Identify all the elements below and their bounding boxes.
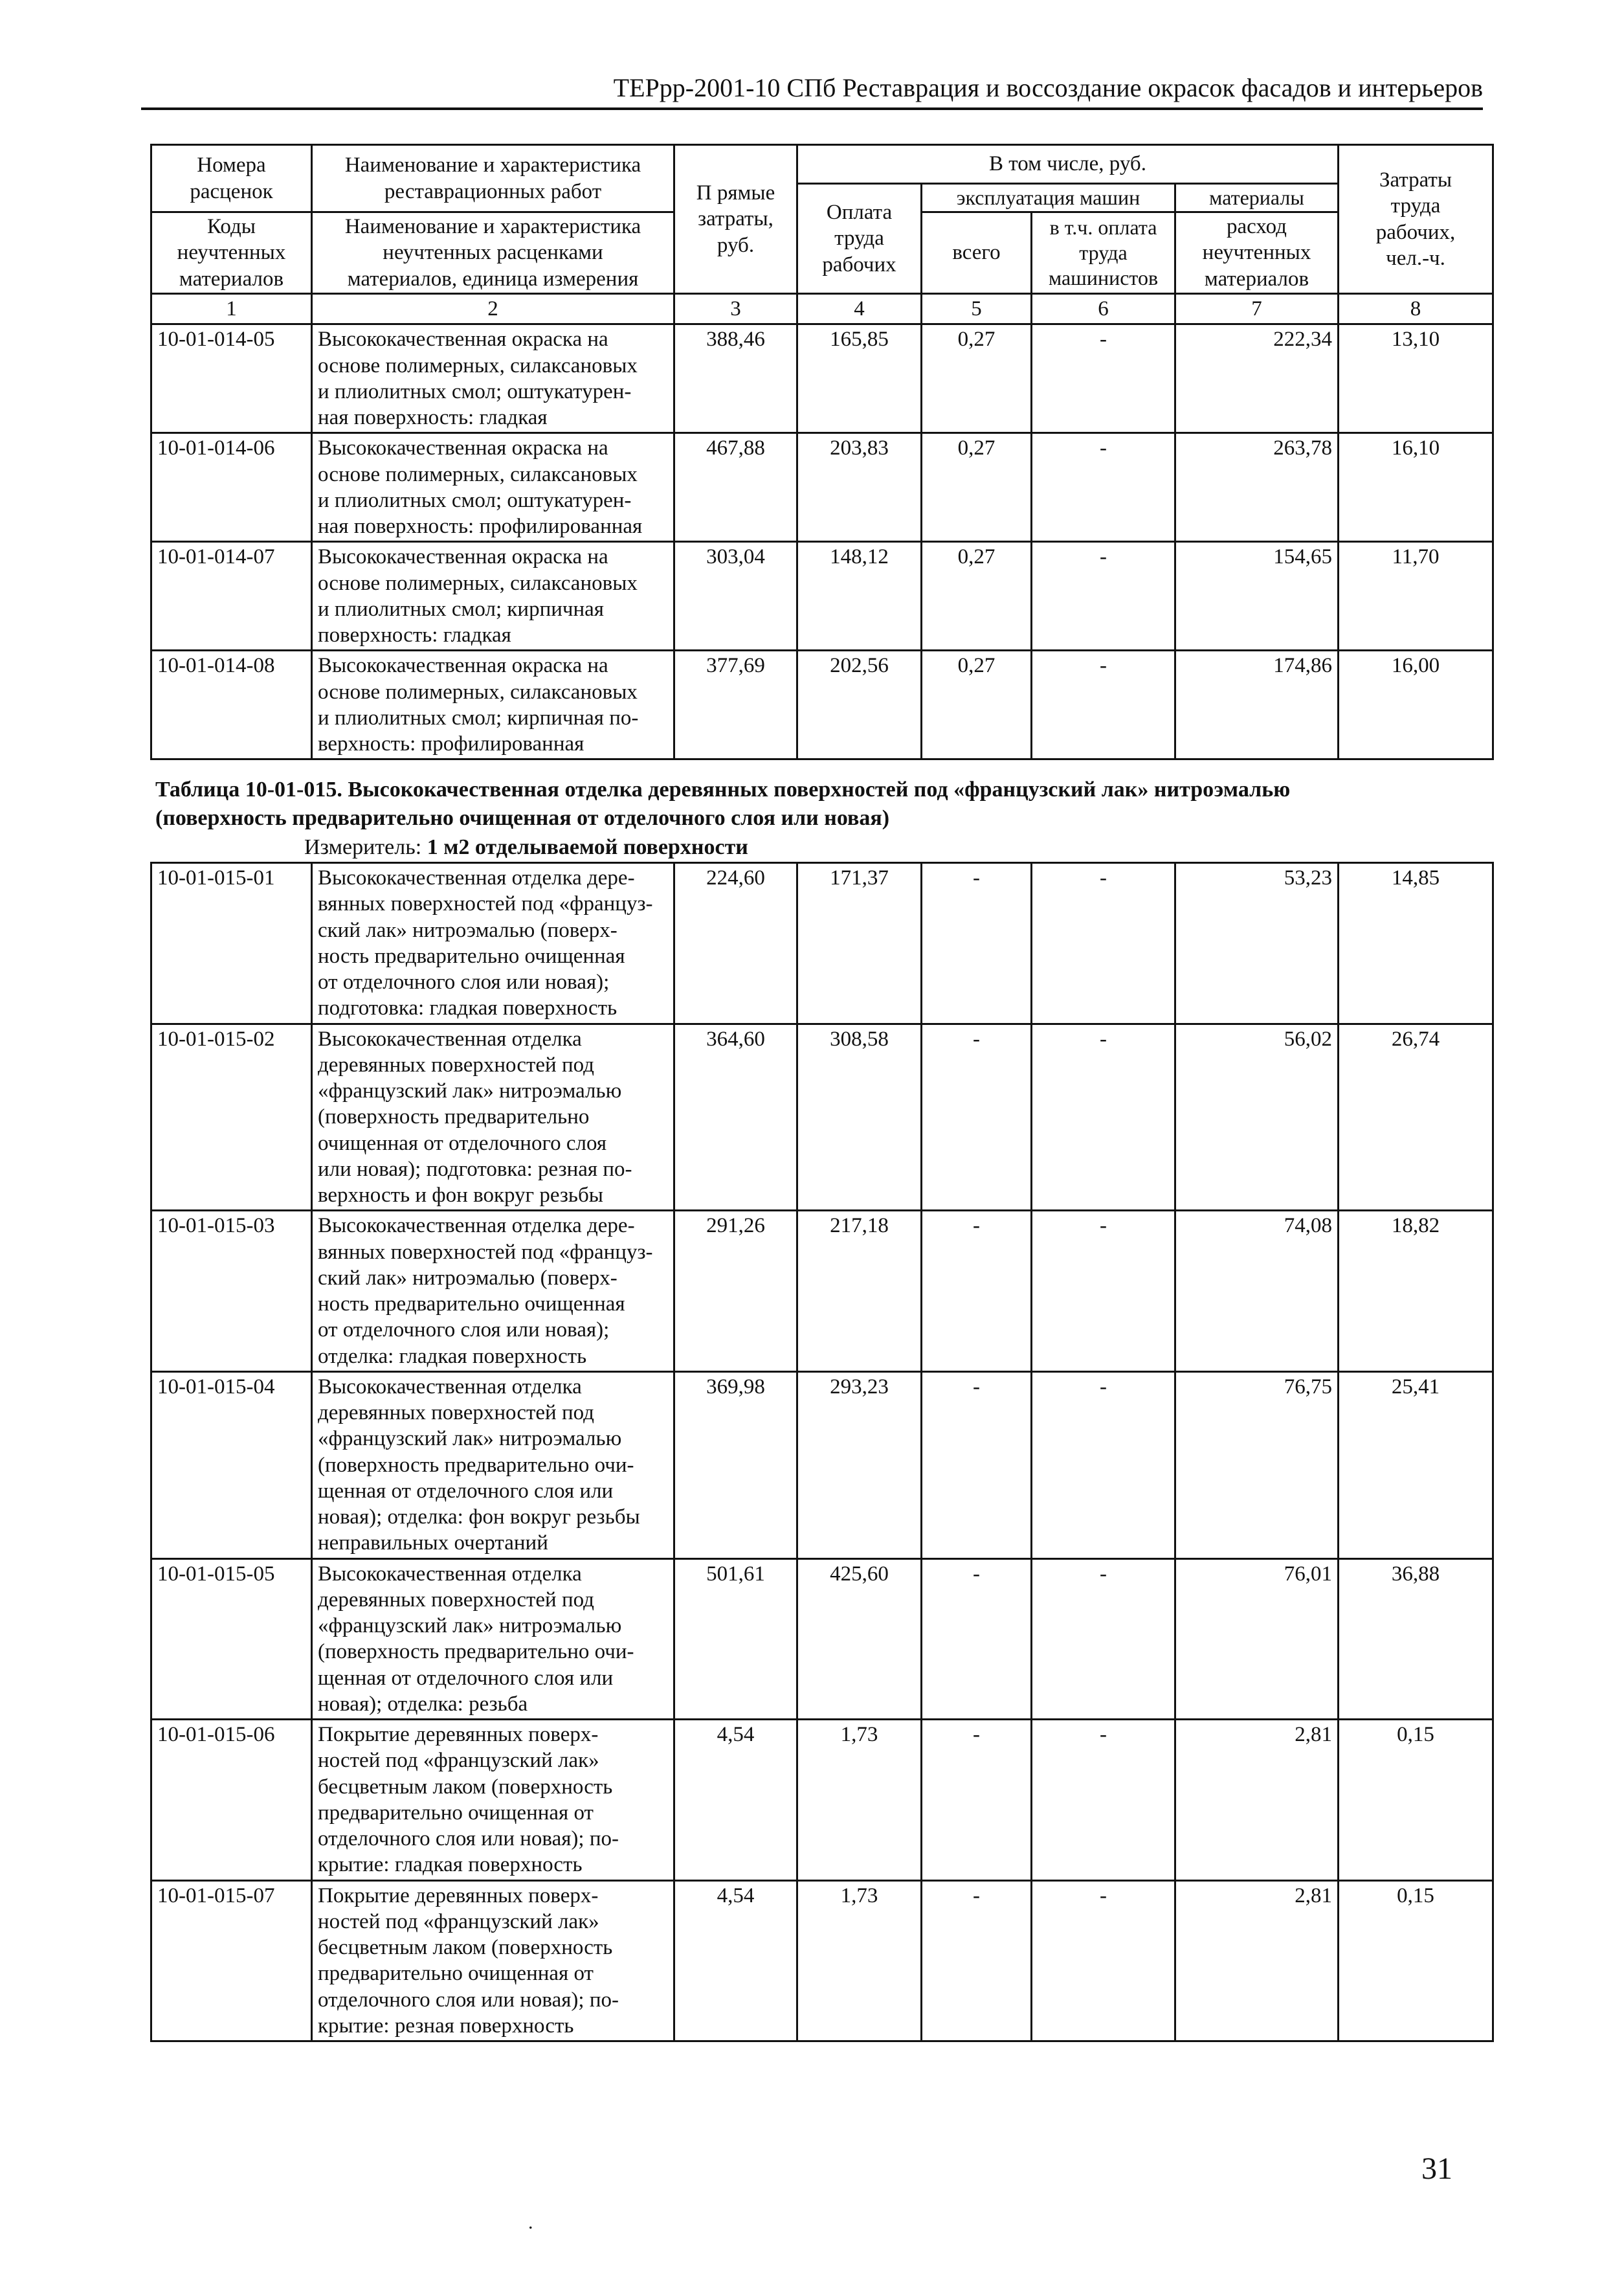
rate-row (151, 1720, 1493, 1881)
materials-cost: 2,81 (1175, 1720, 1339, 1881)
description-line: «французский лак» нитроэмалью (318, 1614, 622, 1637)
rate-row (151, 651, 1493, 759)
rate-code: 10-01-014-06 (151, 433, 312, 542)
description-line: «французский лак» нитроэмалью (318, 1427, 622, 1451)
direct-cost: 388,46 (674, 324, 797, 433)
description-line: и плиолитных смол; оштукатурен- (318, 488, 632, 512)
section-meter (304, 835, 748, 860)
machines-total: 0,27 (922, 651, 1032, 759)
column-number: 8 (1339, 294, 1493, 324)
col1-header-bottom: Коды неучтенных материалов (151, 212, 312, 294)
rate-description (312, 324, 674, 433)
labor-hours: 0,15 (1339, 1720, 1493, 1881)
description-line: ность предварительно очищенная (318, 1292, 625, 1316)
rate-row (151, 863, 1493, 1024)
description-line: ский лак» нитроэмалью (поверх- (318, 918, 617, 942)
description-line: основе полимерных, силаксановых (318, 680, 638, 704)
description-line: деревянных поверхностей под (318, 1053, 594, 1077)
description-line: верхность и фон вокруг резьбы (318, 1184, 603, 1207)
machines-total: - (922, 1880, 1032, 2041)
col2-header-top: Наименование и характеристика реставрационных работ (312, 145, 674, 212)
direct-cost: 4,54 (674, 1720, 797, 1881)
description-line: новая); отделка: фон вокруг резьбы (318, 1505, 640, 1529)
col2-header-bottom: Наименование и характеристика неучтенных расценками материалов, единица измерения (312, 212, 674, 294)
description-line: новая); отделка: резьба (318, 1692, 528, 1716)
machines-total: - (922, 1024, 1032, 1211)
description-line: верхность: профилированная (318, 732, 584, 756)
materials-cost: 174,86 (1175, 651, 1339, 759)
rate-code: 10-01-015-05 (151, 1558, 312, 1720)
column-number: 3 (674, 294, 797, 324)
description-line: (поверхность предварительно очи- (318, 1640, 634, 1664)
machines-total: 0,27 (922, 433, 1032, 542)
direct-cost: 377,69 (674, 651, 797, 759)
description-line: Высококачественная отделка (318, 1375, 582, 1399)
labor-pay: 148,12 (797, 542, 922, 651)
labor-hours: 16,10 (1339, 433, 1493, 542)
materials-cost: 76,75 (1175, 1371, 1339, 1558)
labor-hours: 36,88 (1339, 1558, 1493, 1720)
direct-cost: 501,61 (674, 1558, 797, 1720)
column-number: 7 (1175, 294, 1339, 324)
description-line: основе полимерных, силаксановых (318, 354, 638, 377)
description-line: и плиолитных смол; кирпичная (318, 597, 604, 621)
description-line: деревянных поверхностей под (318, 1401, 594, 1424)
rate-code: 10-01-015-01 (151, 863, 312, 1024)
rate-code: 10-01-015-04 (151, 1371, 312, 1558)
description-line: предварительно очищенная от (318, 1801, 594, 1825)
description-line: поверхность: гладкая (318, 624, 511, 647)
col8-header: Затраты труда рабочих, чел.-ч. (1339, 145, 1493, 294)
page-number: 31 (1421, 2152, 1452, 2186)
stray-mark: . (528, 2212, 533, 2233)
labor-hours: 11,70 (1339, 542, 1493, 651)
labor-hours: 18,82 (1339, 1211, 1493, 1372)
description-line: отделка: гладкая поверхность (318, 1344, 587, 1368)
labor-pay: 308,58 (797, 1024, 922, 1211)
meter-label: Измеритель: (304, 835, 422, 859)
description-line: и плиолитных смол; кирпичная по- (318, 706, 639, 730)
rate-code: 10-01-015-07 (151, 1880, 312, 2041)
direct-cost: 303,04 (674, 542, 797, 651)
labor-pay: 202,56 (797, 651, 922, 759)
section-title-line: (поверхность предварительно очищенная от отделочного слоя или новая) (155, 806, 890, 831)
labor-pay: 1,73 (797, 1880, 922, 2041)
rate-description (312, 1024, 674, 1211)
rates-table-014 (150, 144, 1494, 760)
materials-cost: 53,23 (1175, 863, 1339, 1024)
rate-row (151, 542, 1493, 651)
materials-cost: 222,34 (1175, 324, 1339, 433)
column-number: 4 (797, 294, 922, 324)
machines-total: - (922, 1558, 1032, 1720)
description-line: Высококачественная окраска на (318, 545, 608, 569)
machines-group-header: эксплуатация машин (922, 184, 1175, 212)
section-title-015 (155, 776, 1476, 833)
labor-hours: 13,10 (1339, 324, 1493, 433)
materials-cost: 2,81 (1175, 1880, 1339, 2041)
direct-cost: 4,54 (674, 1880, 797, 2041)
column-number: 5 (922, 294, 1032, 324)
description-line: бесцветным лаком (поверхность (318, 1775, 613, 1799)
description-line: ностей под «французский лак» (318, 1909, 599, 1933)
column-number: 6 (1032, 294, 1175, 324)
rate-description (312, 433, 674, 542)
description-line: (поверхность предварительно (318, 1105, 590, 1129)
machinists-pay: - (1032, 1371, 1175, 1558)
materials-cost: 263,78 (1175, 433, 1339, 542)
description-line: вянных поверхностей под «француз- (318, 892, 653, 916)
rate-code: 10-01-014-07 (151, 542, 312, 651)
machines-total: - (922, 863, 1032, 1024)
description-line: Высококачественная отделка (318, 1027, 582, 1051)
rates-015-body (151, 863, 1493, 2041)
direct-cost: 369,98 (674, 1371, 797, 1558)
description-line: ностей под «французский лак» (318, 1749, 599, 1773)
col5-header: всего (922, 212, 1032, 294)
rate-code: 10-01-014-05 (151, 324, 312, 433)
materials-group-header: материалы (1175, 184, 1339, 212)
rate-row (151, 433, 1493, 542)
col4-header: Оплата труда рабочих (797, 184, 922, 294)
description-line: Высококачественная окраска на (318, 436, 608, 460)
machinists-pay: - (1032, 1720, 1175, 1881)
description-line: вянных поверхностей под «француз- (318, 1240, 653, 1264)
labor-hours: 26,74 (1339, 1024, 1493, 1211)
description-line: (поверхность предварительно очи- (318, 1453, 634, 1477)
machines-total: - (922, 1371, 1032, 1558)
materials-cost: 76,01 (1175, 1558, 1339, 1720)
description-line: щенная от отделочного слоя или (318, 1666, 614, 1690)
description-line: от отделочного слоя или новая); (318, 971, 610, 994)
description-line: ность предварительно очищенная (318, 944, 625, 968)
labor-pay: 293,23 (797, 1371, 922, 1558)
description-line: «французский лак» нитроэмалью (318, 1079, 622, 1103)
labor-pay: 165,85 (797, 324, 922, 433)
description-line: Высококачественная отделка (318, 1562, 582, 1586)
description-line: или новая); подготовка: резная по- (318, 1157, 632, 1181)
machinists-pay: - (1032, 542, 1175, 651)
machines-total: 0,27 (922, 324, 1032, 433)
machinists-pay: - (1032, 863, 1175, 1024)
labor-pay: 217,18 (797, 1211, 922, 1372)
rate-description (312, 863, 674, 1024)
rate-row (151, 1880, 1493, 2041)
rate-code: 10-01-015-03 (151, 1211, 312, 1372)
rate-row (151, 324, 1493, 433)
machines-total: - (922, 1211, 1032, 1372)
column-number-row (151, 294, 1493, 324)
rate-description (312, 1880, 674, 2041)
labor-hours: 16,00 (1339, 651, 1493, 759)
rate-description (312, 1371, 674, 1558)
direct-cost: 364,60 (674, 1024, 797, 1211)
labor-pay: 203,83 (797, 433, 922, 542)
machines-total: - (922, 1720, 1032, 1881)
labor-pay: 425,60 (797, 1558, 922, 1720)
rates-table-015 (150, 862, 1494, 2042)
description-line: крытие: гладкая поверхность (318, 1853, 583, 1877)
column-number: 1 (151, 294, 312, 324)
description-line: Высококачественная окраска на (318, 328, 608, 352)
machines-total: 0,27 (922, 542, 1032, 651)
meter-value: 1 м2 отделываемой поверхности (427, 835, 748, 859)
section-title-line: Таблица 10-01-015. Высококачественная отделка деревянных поверхностей под «французский лак» нитроэмалью (155, 778, 1291, 802)
col1-header-top: Номера расценок (151, 145, 312, 212)
machinists-pay: - (1032, 1024, 1175, 1211)
running-header-title: ТЕРрр-2001-10 СПб Реставрация и воссоздание окрасок фасадов и интерьеров (613, 73, 1483, 102)
included-group-header: В том числе, руб. (797, 145, 1339, 184)
materials-cost: 74,08 (1175, 1211, 1339, 1372)
rate-description (312, 542, 674, 651)
description-line: ский лак» нитроэмалью (поверх- (318, 1266, 617, 1290)
description-line: Высококачественная отделка дере- (318, 1214, 635, 1238)
rate-row (151, 1024, 1493, 1211)
description-line: неправильных очертаний (318, 1531, 548, 1555)
description-line: основе полимерных, силаксановых (318, 571, 638, 595)
col3-header: П рямые затраты, руб. (674, 145, 797, 294)
direct-cost: 291,26 (674, 1211, 797, 1372)
header-rule (141, 107, 1483, 110)
direct-cost: 224,60 (674, 863, 797, 1024)
machinists-pay: - (1032, 651, 1175, 759)
labor-pay: 1,73 (797, 1720, 922, 1881)
machinists-pay: - (1032, 1880, 1175, 2041)
description-line: щенная от отделочного слоя или (318, 1479, 614, 1503)
description-line: очищенная от отделочного слоя (318, 1131, 607, 1155)
machinists-pay: - (1032, 1558, 1175, 1720)
col7-header: расход неучтенных материалов (1175, 212, 1339, 294)
description-line: Покрытие деревянных поверх- (318, 1883, 599, 1907)
machinists-pay: - (1032, 324, 1175, 433)
description-line: и плиолитных смол; оштукатурен- (318, 379, 632, 403)
description-line: Высококачественная окраска на (318, 654, 608, 678)
column-number: 2 (312, 294, 674, 324)
col6-header: в т.ч. оплата труда машинистов (1032, 212, 1175, 294)
description-line: Высококачественная отделка дере- (318, 866, 635, 890)
description-line: деревянных поверхностей под (318, 1588, 594, 1612)
description-line: подготовка: гладкая поверхность (318, 996, 617, 1020)
description-line: крытие: резная поверхность (318, 2014, 574, 2038)
description-line: ная поверхность: гладкая (318, 406, 548, 429)
materials-cost: 154,65 (1175, 542, 1339, 651)
rate-code: 10-01-015-02 (151, 1024, 312, 1211)
rate-description (312, 1558, 674, 1720)
description-line: предварительно очищенная от (318, 1962, 594, 1986)
machinists-pay: - (1032, 1211, 1175, 1372)
machinists-pay: - (1032, 433, 1175, 542)
description-line: основе полимерных, силаксановых (318, 462, 638, 486)
rate-description (312, 651, 674, 759)
labor-hours: 14,85 (1339, 863, 1493, 1024)
rate-code: 10-01-015-06 (151, 1720, 312, 1881)
rate-row (151, 1558, 1493, 1720)
labor-hours: 0,15 (1339, 1880, 1493, 2041)
rate-code: 10-01-014-08 (151, 651, 312, 759)
rate-description (312, 1720, 674, 1881)
direct-cost: 467,88 (674, 433, 797, 542)
labor-hours: 25,41 (1339, 1371, 1493, 1558)
rate-description (312, 1211, 674, 1372)
materials-cost: 56,02 (1175, 1024, 1339, 1211)
rate-row (151, 1371, 1493, 1558)
rate-row (151, 1211, 1493, 1372)
rates-014-body (151, 324, 1493, 759)
description-line: от отделочного слоя или новая); (318, 1318, 610, 1342)
description-line: ная поверхность: профилированная (318, 515, 643, 538)
labor-pay: 171,37 (797, 863, 922, 1024)
description-line: Покрытие деревянных поверх- (318, 1723, 599, 1746)
description-line: отделочного слоя или новая); по- (318, 1827, 619, 1850)
description-line: бесцветным лаком (поверхность (318, 1936, 613, 1959)
description-line: отделочного слоя или новая); по- (318, 1988, 619, 2012)
